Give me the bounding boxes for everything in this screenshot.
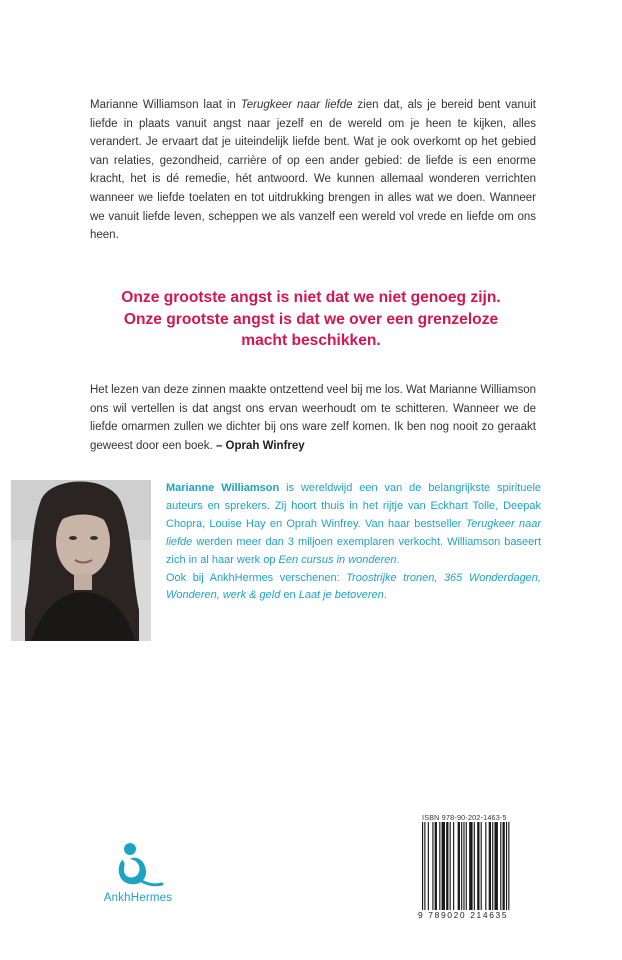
barcode-bar — [450, 822, 451, 910]
author-bio — [166, 480, 541, 605]
publisher-name: AnkhHermes — [103, 892, 173, 904]
endorsement-author: – Oprah Winfrey — [215, 439, 305, 452]
barcode-bar — [435, 822, 437, 910]
also-published-and: en — [280, 589, 299, 602]
barcode-bar — [489, 822, 491, 910]
barcode-bar — [477, 822, 479, 910]
also-published — [166, 570, 541, 606]
also-published-label: Ook bij AnkhHermes verschenen: — [166, 571, 347, 584]
barcode-bar — [506, 822, 507, 910]
barcode-bar — [481, 822, 482, 910]
barcode-bar — [494, 822, 497, 910]
author-name: Marianne Williamson — [166, 482, 280, 494]
endorsement — [90, 381, 536, 455]
bio-book-title-1: Terugkeer naar liefde — [166, 517, 541, 548]
barcode-bar — [432, 822, 433, 910]
pull-quote — [60, 287, 562, 352]
barcode-icon — [420, 822, 540, 914]
publisher-logo — [88, 840, 188, 920]
barcode-bar — [439, 822, 440, 910]
bio-text-3: . — [396, 553, 400, 566]
bio-text-1: is wereldwijd een van de belangrijkste spirituele auteurs en sprekers. Zij hoort thuis in het rijtje van Eckhart Tolle, Deepak Chopra, Louise Hay en Oprah Winfrey. Van haar bestseller — [166, 482, 542, 530]
blurb-text-rest: zien dat, als je bereid bent vanuit liefde in plaats vanuit angst naar jezelf en de wereld om je heen te kijken, alles verandert. Je ervaart dat je uiteindelijk liefde bent. Wat je ook overkomt op het gebied van relaties, gezondheid, carrière of op een ander gebied: de liefde is een enorme kracht, het is dé remedie, hét antwoord. We kunnen allemaal wonderen verrichten wanneer we liefde toelaten en tot uitdrukking brengen in alles wat we doen. Wanneer we vanuit liefde leven, scheppen we als vanzelf een wereld vol vrede en liefde om ons heen. — [90, 99, 536, 242]
author-portrait-icon — [11, 480, 151, 641]
bio-text-2: werden meer dan 3 miljoen exemplaren verkocht. Williamson baseert zich in al haar werk op — [166, 535, 541, 566]
barcode-bar — [442, 822, 445, 910]
barcode-bar — [503, 822, 505, 910]
back-cover-blurb — [90, 96, 536, 245]
barcode-bar — [428, 822, 429, 910]
barcode-bar — [492, 822, 493, 910]
barcode-bar — [466, 822, 467, 910]
barcode-bar — [508, 822, 509, 910]
quote-line-1: Onze grootste angst is niet dat we niet genoeg zijn. — [121, 289, 501, 306]
author-photo — [11, 480, 151, 641]
quote-line-2: Onze grootste angst is dat we over een grenzeloze — [123, 310, 499, 328]
also-published-end: . — [383, 589, 387, 602]
barcode-bar — [461, 822, 462, 910]
endorsement-text: Het lezen van deze zinnen maakte ontzettend veel bij me los. Wat Marianne Williamson ons wil vertellen is dat angst ons ervan weerhoudt om te schitteren. Wanneer we de liefde omarmen zullen we dichter bij ons ware zelf komen. Ik ben nog nooit zo geraakt geweest door een boek. — [90, 384, 536, 452]
barcode-digits: 9 789020 214635 — [418, 910, 509, 920]
blurb-text: Marianne Williamson laat in — [90, 99, 241, 111]
barcode-bar — [453, 822, 454, 910]
quote-line-3: macht beschikken. — [241, 332, 381, 349]
barcode-bar — [469, 822, 472, 910]
barcode-bar — [485, 822, 486, 910]
barcode-bar — [424, 822, 425, 910]
also-published-titles: Troostrijke tronen, 365 Wonderdagen, Wonderen, werk & geld — [166, 571, 541, 602]
also-published-last-title: Laat je betoveren — [298, 589, 384, 602]
bio-book-title-2: Een cursus in wonderen — [278, 553, 397, 566]
barcode-bar — [474, 822, 475, 910]
blurb-paragraph — [90, 96, 536, 245]
ankh-logo-icon — [110, 840, 166, 890]
isbn-label: ISBN 978-90-202-1463-5 — [422, 813, 507, 822]
barcode-bar — [422, 822, 423, 910]
book-title: Terugkeer naar liefde — [240, 99, 353, 111]
barcode-bar — [463, 822, 464, 910]
barcode-bar — [500, 822, 501, 910]
barcode-bar — [446, 822, 448, 910]
barcode-bar — [458, 822, 460, 910]
